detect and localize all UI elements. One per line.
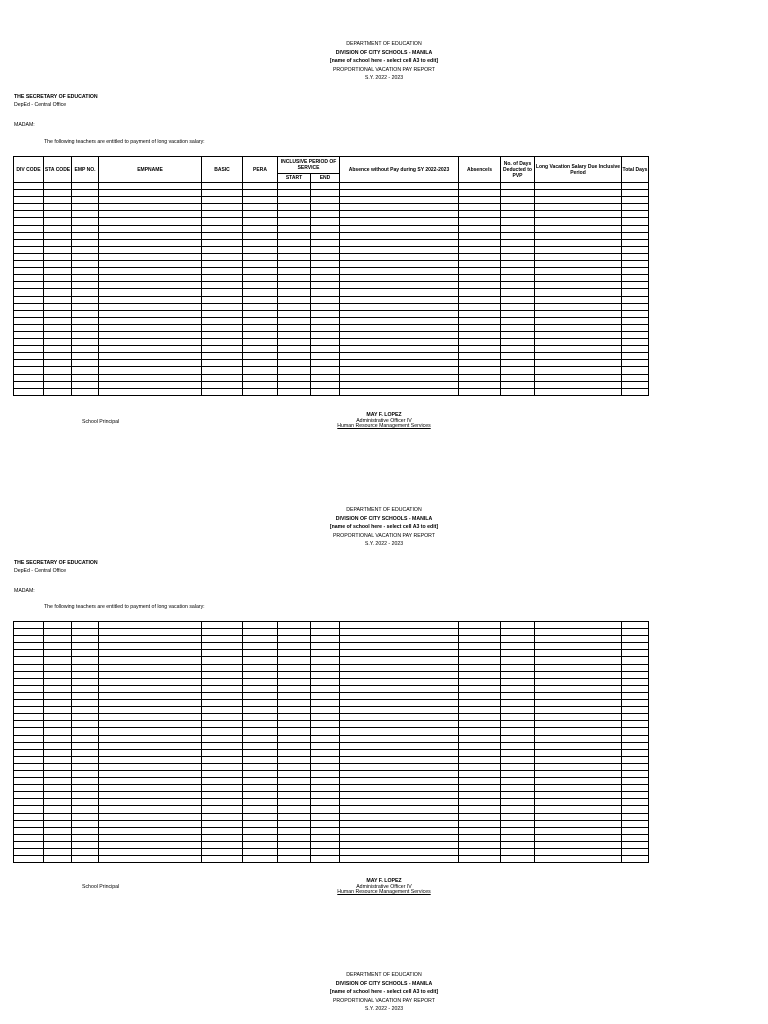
col-header-start: START (278, 173, 311, 182)
officer-office: Human Resource Management Services (337, 423, 431, 430)
addressee-title: THE SECRETARY OF EDUCATION (14, 94, 98, 100)
division-name: DIVISION OF CITY SCHOOLS - MANILA (335, 980, 433, 987)
col-header-div-code: DIV CODE (14, 157, 44, 183)
col-header-long-vacation-salary: Long Vacation Salary Due Inclusive Period (535, 157, 622, 183)
officer-office: Human Resource Management Services (337, 889, 431, 896)
school-name-placeholder: [name of school here - select cell A3 to edit] (329, 524, 439, 531)
department-name: DEPARTMENT OF EDUCATION (346, 41, 422, 47)
officer-title: Administrative Officer IV (356, 883, 412, 890)
col-header-sta-code: STA CODE (44, 157, 72, 183)
col-header-total-days: Total Days (622, 157, 649, 183)
col-header-pera: PERA (243, 157, 278, 183)
col-header-absence-without-pay: Absence without Pay during SY 2022-2023 (340, 157, 459, 183)
school-name-placeholder: [name of school here - select cell A3 to edit] (329, 58, 439, 65)
addressee-office: DepEd - Central Office (14, 568, 67, 574)
col-header-inclusive-period: INCLUSIVE PERIOD OF SERVICE (278, 157, 340, 174)
intro-text: The following teachers are entitled to payment of long vacation salary: (44, 604, 205, 610)
division-name: DIVISION OF CITY SCHOOLS - MANILA (335, 49, 433, 56)
officer-name: MAY F. LOPEZ (366, 878, 402, 884)
col-header-end: END (311, 173, 340, 182)
principal-signature-label: School Principal (82, 419, 120, 425)
division-name: DIVISION OF CITY SCHOOLS - MANILA (335, 515, 433, 522)
col-header-empname: EMPNAME (99, 157, 202, 183)
department-name: DEPARTMENT OF EDUCATION (346, 507, 422, 513)
department-name: DEPARTMENT OF EDUCATION (346, 972, 422, 978)
report-header (0, 971, 768, 1014)
salutation: MADAM: (14, 122, 35, 128)
col-header-basic: BASIC (202, 157, 243, 183)
school-year: S.Y. 2022 - 2023 (364, 75, 404, 82)
salutation: MADAM: (14, 588, 35, 594)
addressee-office: DepEd - Central Office (14, 102, 67, 108)
report-title: PROPORTIONAL VACATION PAY REPORT (332, 997, 436, 1004)
intro-text: The following teachers are entitled to payment of long vacation salary: (44, 139, 205, 145)
col-header-emp-no: EMP NO. (72, 157, 99, 183)
principal-signature-label: School Principal (82, 884, 120, 890)
col-header-days-deducted: No. of Days Deducted to PVP (501, 157, 535, 183)
report-title: PROPORTIONAL VACATION PAY REPORT (332, 532, 436, 539)
col-header-absences: Absence/s (459, 157, 501, 183)
report-title: PROPORTIONAL VACATION PAY REPORT (332, 66, 436, 73)
officer-title: Administrative Officer IV (356, 417, 412, 424)
school-year: S.Y. 2022 - 2023 (364, 1006, 404, 1013)
addressee-title: THE SECRETARY OF EDUCATION (14, 560, 98, 566)
officer-name: MAY F. LOPEZ (366, 412, 402, 418)
school-year: S.Y. 2022 - 2023 (364, 541, 404, 548)
school-name-placeholder: [name of school here - select cell A3 to edit] (329, 989, 439, 996)
